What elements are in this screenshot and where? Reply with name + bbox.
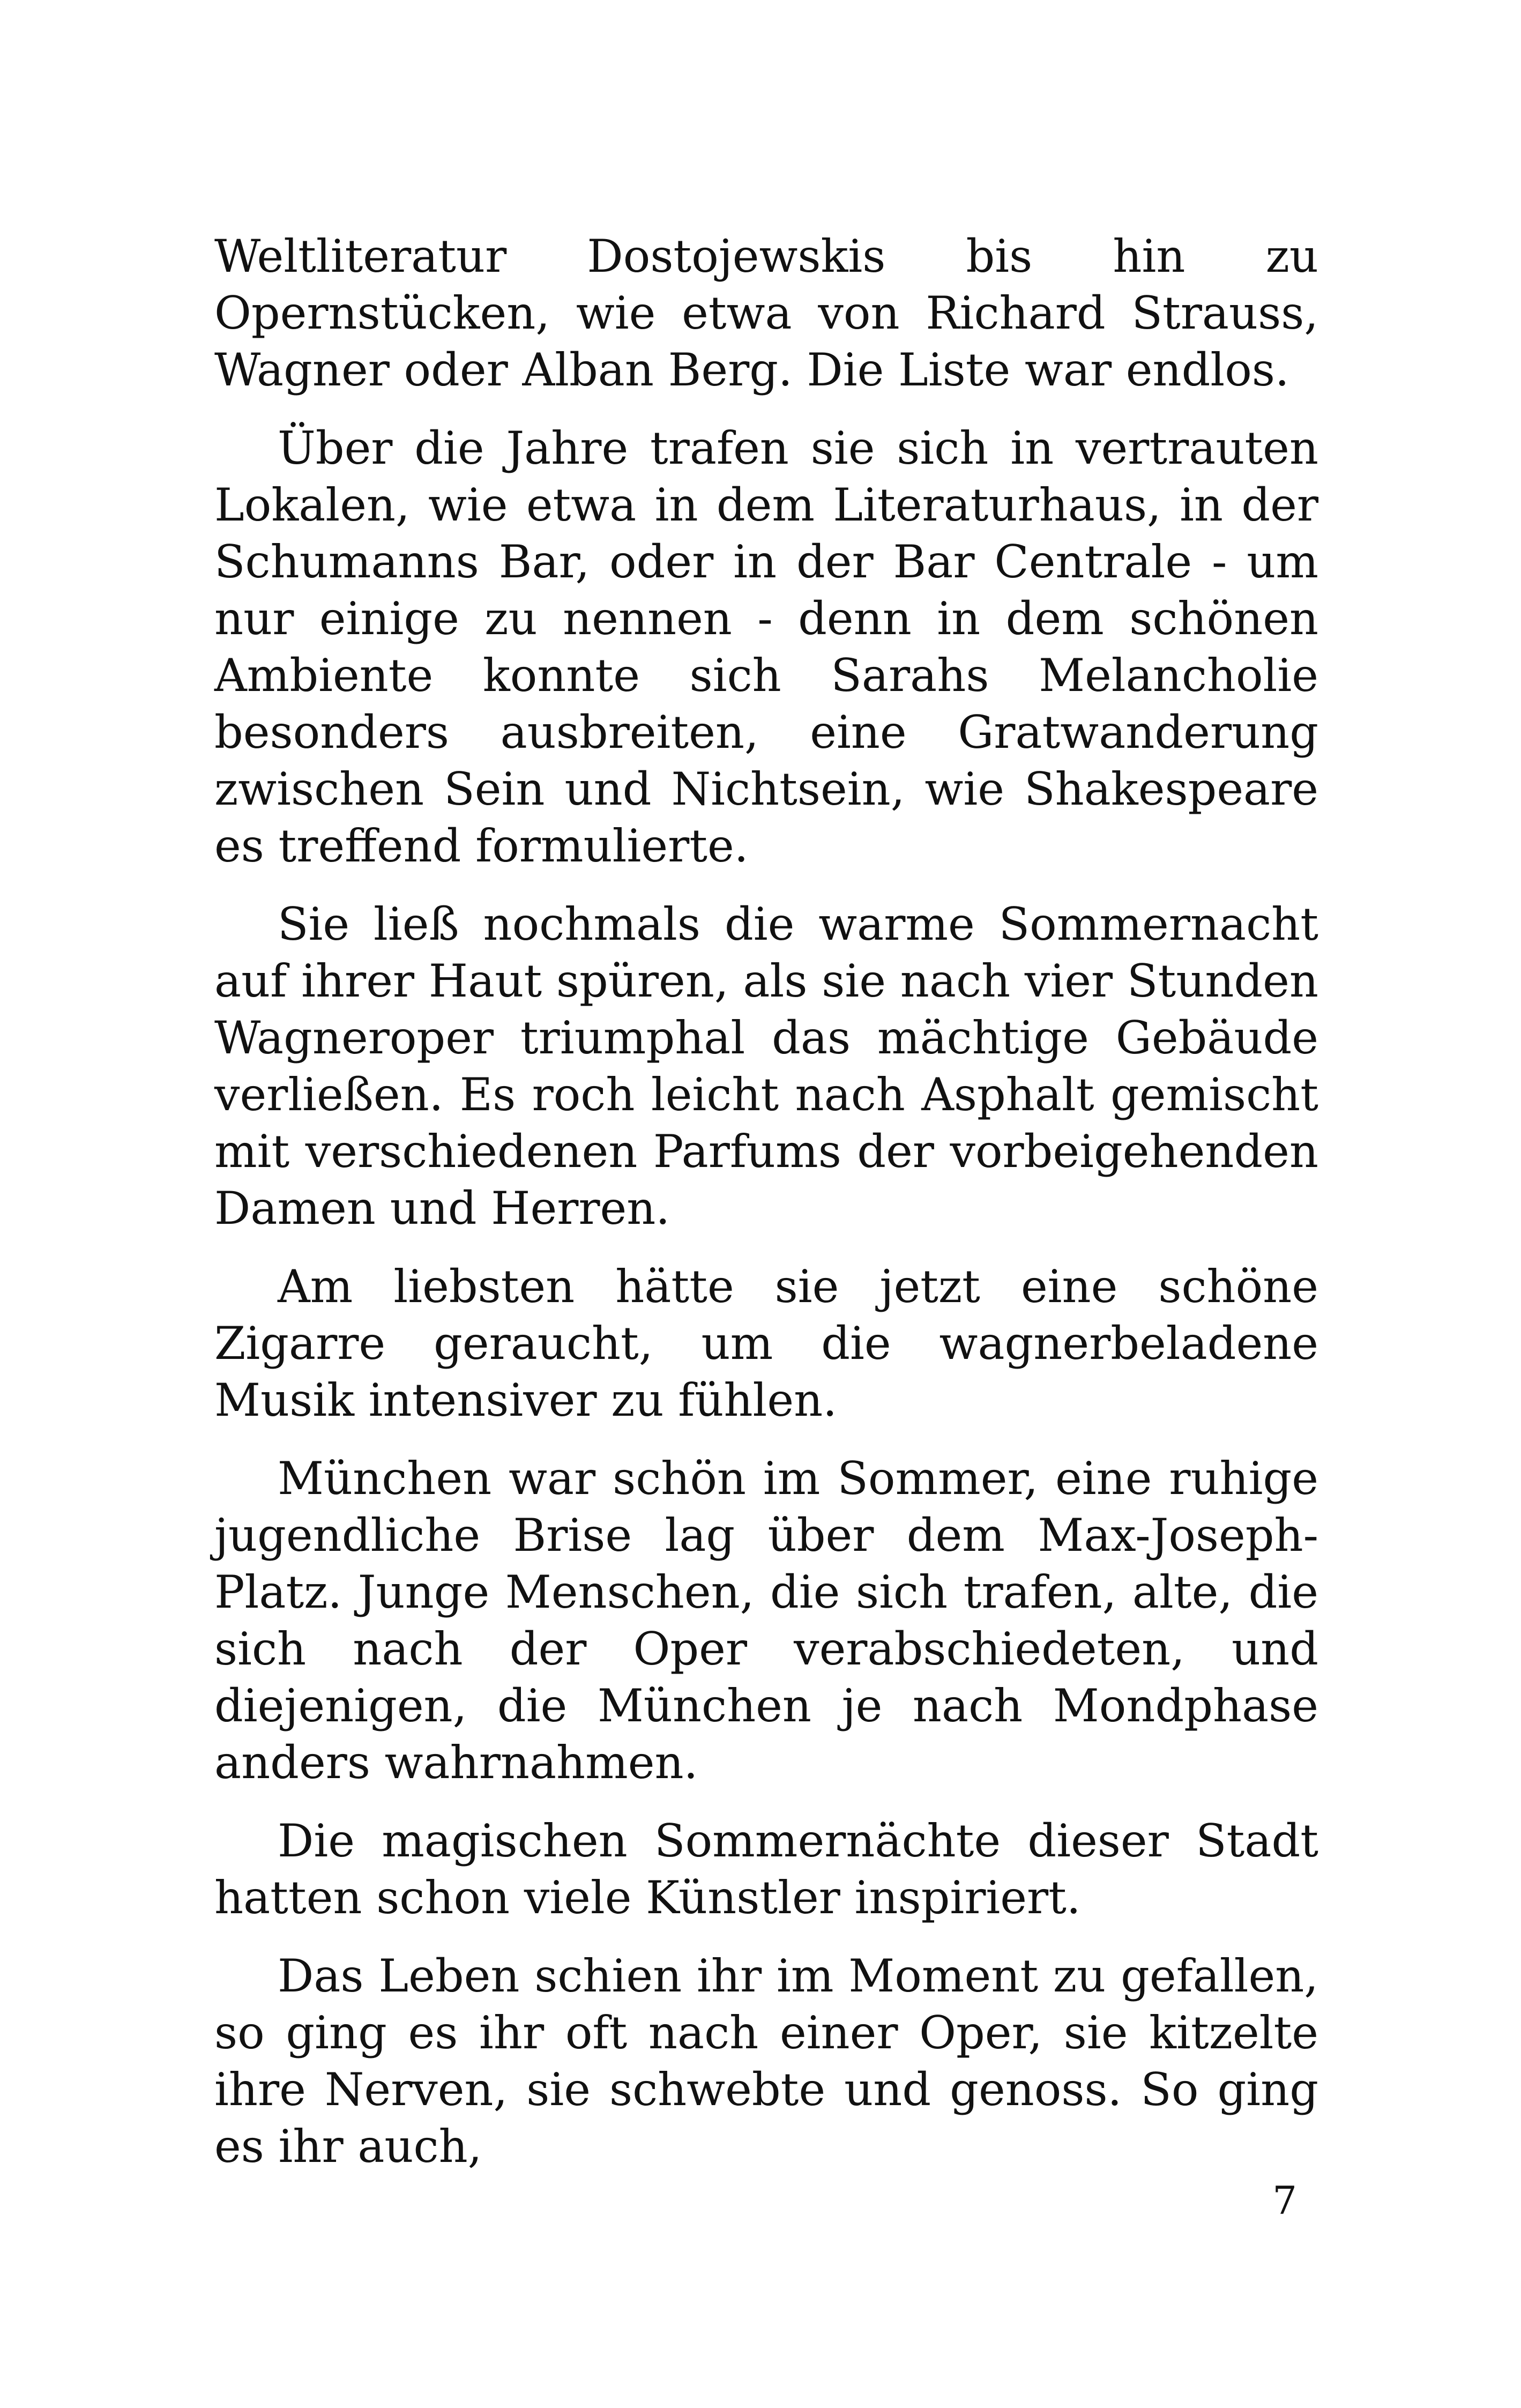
paragraph-2: Über die Jahre trafen sie sich in vertrauten Lokalen, wie etwa in dem Literaturhaus, in der Schumanns Bar, oder in der Bar Centrale - um nur einige zu nennen - denn in dem schönen Ambiente konnte sich Sarahs Melancholie besonders ausbreiten, eine Gratwanderung zwischen Sein und Nichtsein, wie Shakespeare es treffend formulierte.	[214, 422, 1318, 872]
paragraph-3: Sie ließ nochmals die warme Sommernacht auf ihrer Haut spüren, als sie nach vier Stunden Wagneroper triumphal das mächtige Gebäude verließen. Es roch leicht nach Asphalt gemischt mit verschiedenen Parfums der vorbeigehenden Damen und Herren.	[214, 898, 1318, 1235]
paragraph-1: Weltliteratur Dostojewskis bis hin zu Opernstücken, wie etwa von Richard Strauss, Wagner oder Alban Berg. Die Liste war endlos.	[214, 230, 1318, 396]
paragraph-5: München war schön im Sommer, eine ruhige jugendliche Brise lag über dem Max-Joseph-Platz. Junge Menschen, die sich trafen, alte, die sich nach der Oper verabschiedeten, und diejenigen, die München je nach Mondphase anders wahrnahmen.	[214, 1452, 1318, 1789]
body-text	[214, 228, 1318, 2196]
paragraph-6: Die magischen Sommernächte dieser Stadt hatten schon viele Künstler inspiriert.	[214, 1815, 1318, 1924]
paragraph-4: Am liebsten hätte sie jetzt eine schöne Zigarre geraucht, um die wagnerbeladene Musik intensiver zu fühlen.	[214, 1260, 1318, 1426]
paragraph-7: Das Leben schien ihr im Moment zu gefallen, so ging es ihr oft nach einer Oper, sie kitzelte ihre Nerven, sie schwebte und genoss. So ging es ihr auch,	[214, 1950, 1318, 2173]
page-number: 7	[1272, 2178, 1297, 2223]
